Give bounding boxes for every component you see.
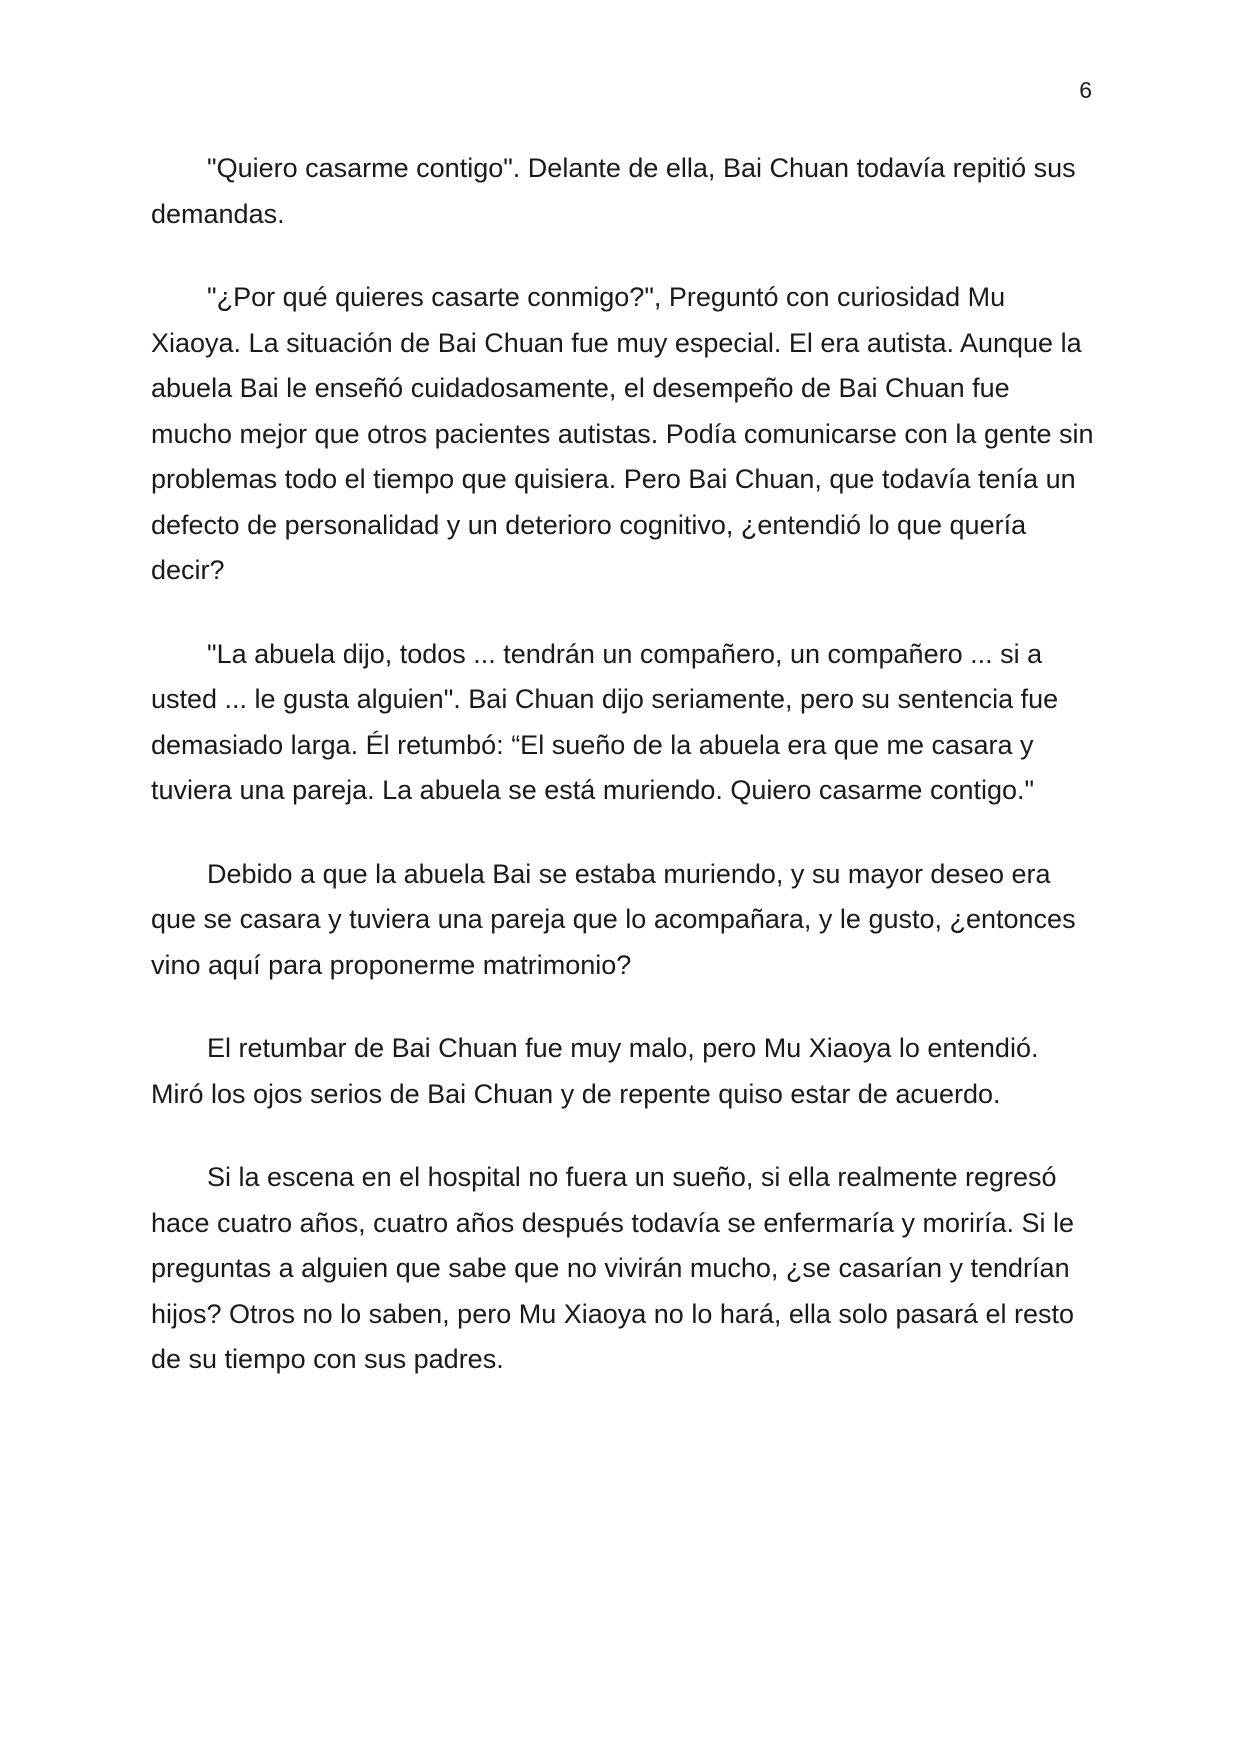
paragraph-5: El retumbar de Bai Chuan fue muy malo, pero Mu Xiaoya lo entendió. Miró los ojos serios de Bai Chuan y de repente quiso estar de acuerdo. — [151, 1033, 1039, 1109]
paragraph-2: "¿Por qué quieres casarte conmigo?", Preguntó con curiosidad Mu Xiaoya. La situación de Bai Chuan fue muy especial. El era autista. Aunque la abuela Bai le enseñó cuidadosamente, el desempeño de Bai Chuan fue mucho mejor que otros pacientes autistas. Podía comunicarse con la gente sin problemas todo el tiempo que quisiera. Pero Bai Chuan, que todavía tenía un defecto de personalidad y un deterioro cognitivo, ¿entendió lo que quería decir? — [151, 282, 1094, 585]
body-text — [151, 146, 1097, 1421]
paragraph-1: "Quiero casarme contigo". Delante de ella, Bai Chuan todavía repitió sus demandas. — [151, 153, 1076, 229]
paragraph-4: Debido a que la abuela Bai se estaba muriendo, y su mayor deseo era que se casara y tuviera una pareja que lo acompañara, y le gusto, ¿entonces vino aquí para proponerme matrimonio? — [151, 858, 1076, 980]
page-number: 6 — [1079, 77, 1092, 103]
paragraph-6: Si la escena en el hospital no fuera un sueño, si ella realmente regresó hace cuatro años, cuatro años después todavía se enfermaría y moriría. Si le preguntas a alguien que sabe que no vivirán mucho, ¿se casarían y tendrían hijos? Otros no lo saben, pero Mu Xiaoya no lo hará, ella solo pasará el resto de su tiempo con sus padres. — [151, 1162, 1075, 1374]
paragraph-3: "La abuela dijo, todos ... tendrán un compañero, un compañero ... si a usted ... le gusta alguien". Bai Chuan dijo seriamente, pero su sentencia fue demasiado larga. Él retumbó: “El sueño de la abuela era que me casara y tuviera una pareja. La abuela se está muriendo. Quiero casarme contigo." — [151, 638, 1059, 805]
